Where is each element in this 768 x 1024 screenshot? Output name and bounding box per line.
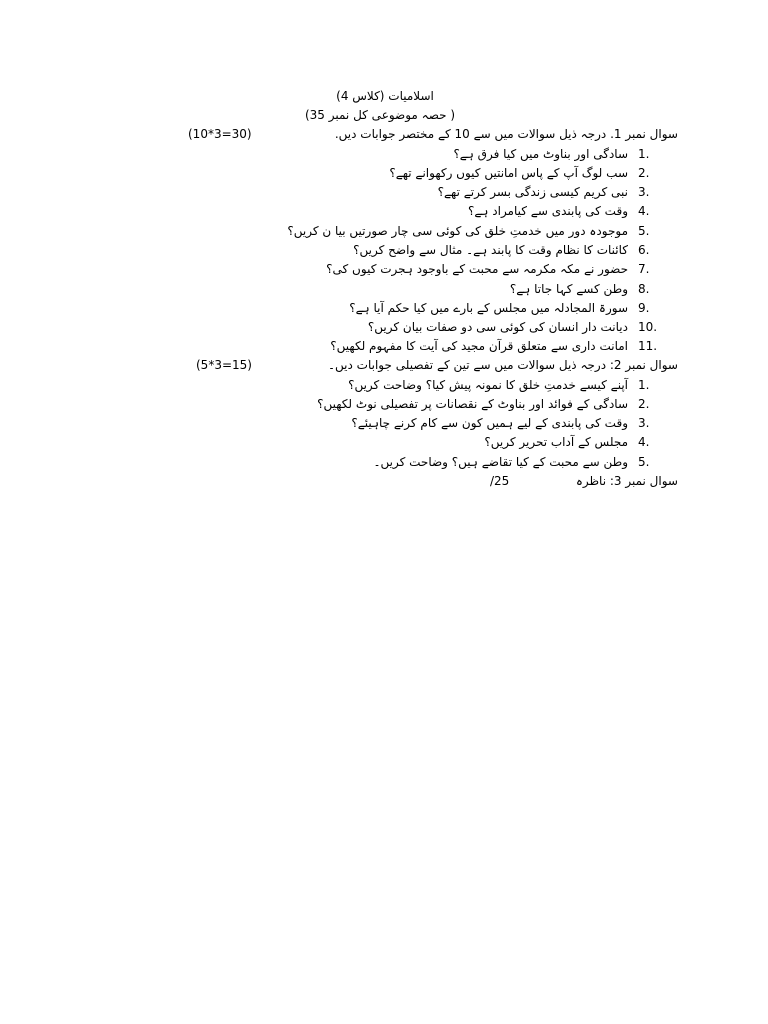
item-number: 2.	[638, 397, 650, 411]
item-number: 1.	[638, 147, 650, 161]
item-text: مجلس کے آداب تحریر کریں؟	[484, 435, 628, 449]
item-number: 3.	[638, 185, 650, 199]
item-number: 4.	[638, 204, 650, 218]
section3-marks: /25	[490, 474, 510, 488]
page-subtitle: ( حصہ موضوعی کل نمبر 35)	[304, 108, 456, 122]
item-number: 1.	[638, 378, 650, 392]
item-number: 8.	[638, 282, 650, 296]
item-text: وقت کی پابندی سے کیامراد ہے؟	[468, 204, 628, 218]
section1-marks: (10*3=30)	[188, 127, 252, 141]
item-number: 4.	[638, 435, 650, 449]
item-text: امانت داری سے متعلق قرآن مجید کی آیت کا مفہوم لکھیں؟	[330, 339, 628, 353]
section2-marks: (5*3=15)	[196, 358, 252, 372]
item-text: وطن کسے کہا جاتا ہے؟	[509, 282, 628, 296]
page-title: اسلامیات (کلاس 4)	[336, 89, 434, 103]
list-item	[510, 281, 664, 297]
list-item	[353, 242, 664, 258]
list-item	[373, 454, 664, 470]
list-item	[368, 319, 664, 335]
section2-heading: سوال نمبر 2: درجہ ذیل سوالات میں سے تین کے تفصیلی جوابات دیں۔	[328, 358, 678, 372]
item-text: آپنے کیسے خدمتِ خلق کا نمونہ پیش کیا؟ وضاحت کریں؟	[348, 378, 628, 392]
section3-heading: سوال نمبر 3: ناظرہ	[575, 474, 678, 488]
item-number: 11.	[638, 339, 658, 353]
item-text: سادگی کے فوائد اور بناوٹ کے نقصانات پر تفصیلی نوٹ لکھیں؟	[317, 397, 628, 411]
list-item	[326, 261, 664, 277]
item-text: وطن سے محبت کے کیا تقاضے ہیں؟ وضاحت کریں۔	[373, 455, 628, 469]
item-number: 5.	[638, 224, 650, 238]
list-item	[484, 434, 664, 450]
item-text: حضور نے مکہ مکرمہ سے محبت کے باوجود ہجرت کیوں کی؟	[326, 262, 628, 276]
list-item	[287, 223, 664, 239]
item-text: سورۃ المجادلہ میں مجلس کے بارے میں کیا حکم آیا ہے؟	[349, 301, 628, 315]
item-text: کائنات کا نظام وقت کا پابند ہے۔ مثال سے واضح کریں؟	[353, 243, 628, 257]
list-item	[330, 338, 664, 354]
item-number: 10.	[638, 320, 658, 334]
item-number: 7.	[638, 262, 650, 276]
list-item	[317, 396, 664, 412]
item-text: موجودہ دور میں خدمتِ خلق کی کوئی سی چار صورتیں بیا ن کریں؟	[287, 224, 628, 238]
item-text: دیانت دار انسان کی کوئی سی دو صفات بیان کریں؟	[367, 320, 628, 334]
list-item	[348, 377, 664, 393]
item-number: 5.	[638, 455, 650, 469]
list-item	[351, 415, 664, 431]
list-item	[453, 146, 664, 162]
list-item	[438, 184, 664, 200]
list-item	[389, 165, 664, 181]
list-item	[468, 203, 664, 219]
list-item	[349, 300, 664, 316]
item-number: 9.	[638, 301, 650, 315]
item-number: 3.	[638, 416, 650, 430]
item-text: سادگی اور بناوٹ میں کیا فرق ہے؟	[453, 147, 628, 161]
section1-heading: سوال نمبر 1. درجہ ذیل سوالات میں سے 10 کے مختصر جوابات دیں.	[334, 127, 678, 141]
item-number: 6.	[638, 243, 650, 257]
item-text: سب لوگ آپ کے پاس امانتیں کیوں رکھوانے تھے؟	[389, 166, 628, 180]
item-text: وقت کی پابندی کے لیے ہمیں کون سے کام کرنے چاہیئے؟	[351, 416, 628, 430]
item-text: نبی کریم کیسی زندگی بسر کرتے تھے؟	[437, 185, 628, 199]
item-number: 2.	[638, 166, 650, 180]
